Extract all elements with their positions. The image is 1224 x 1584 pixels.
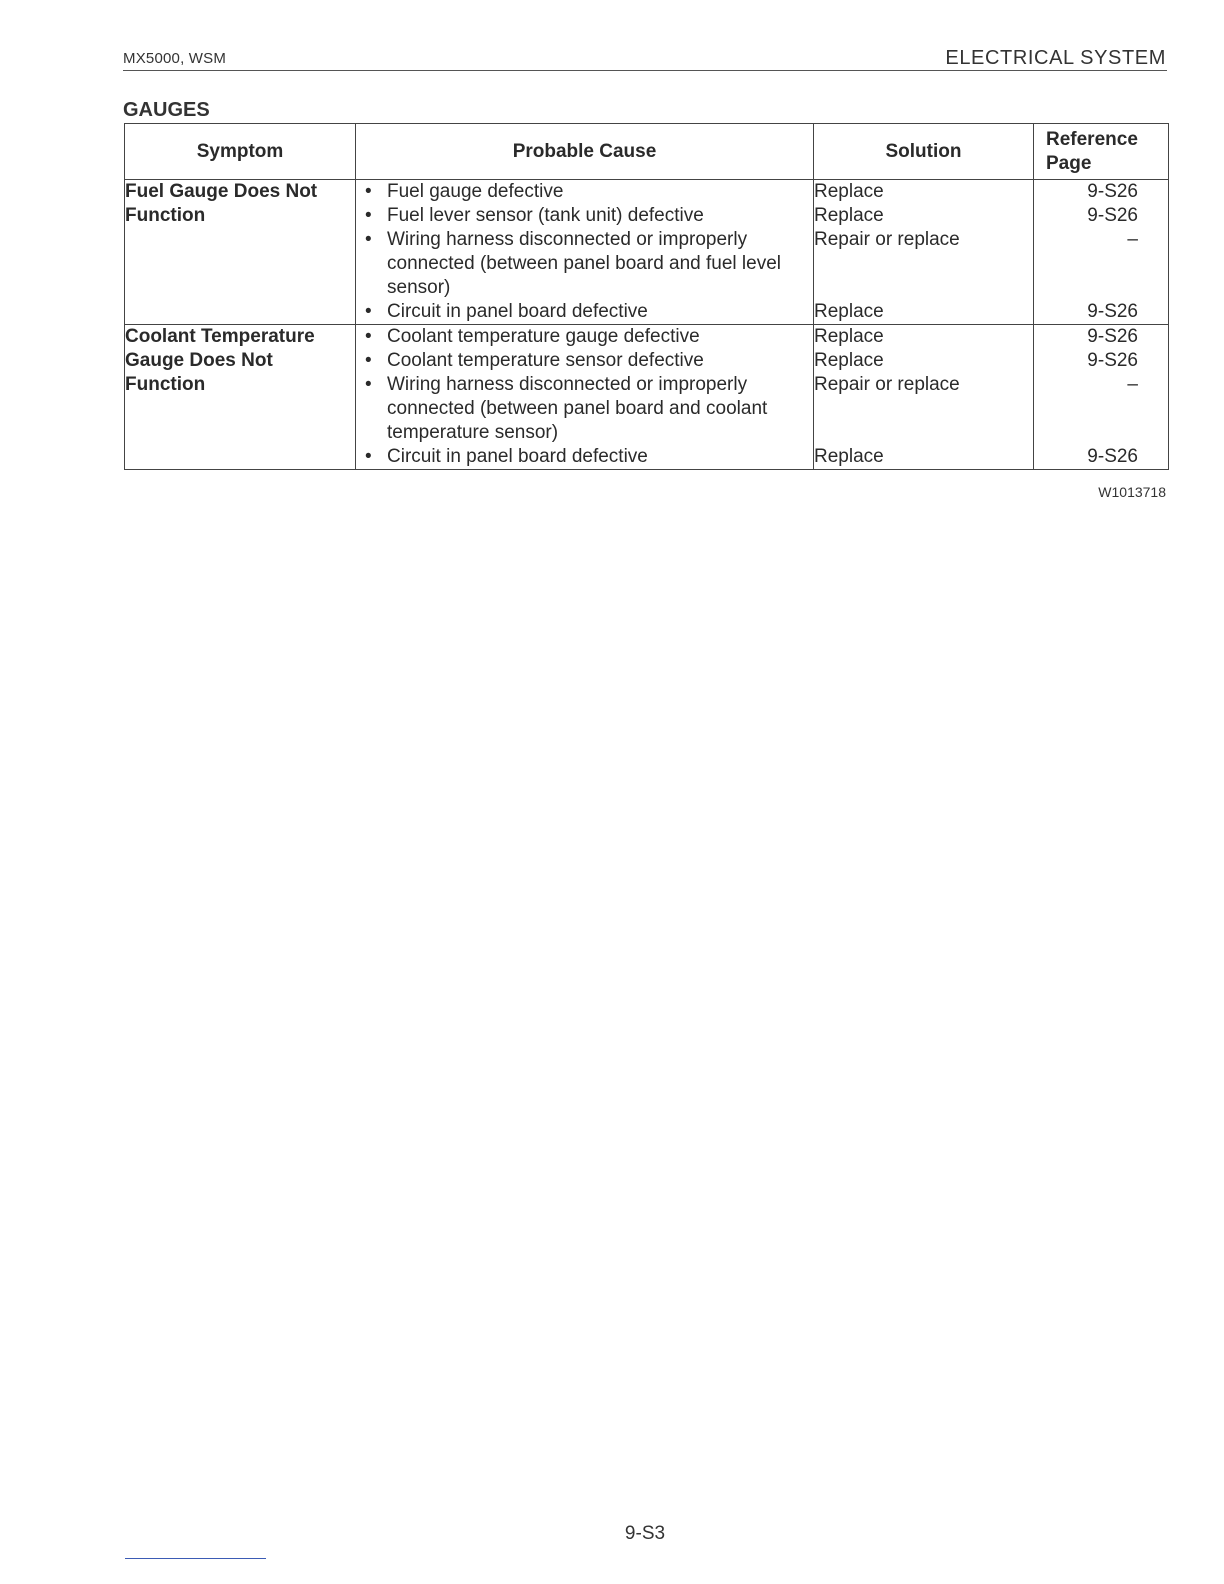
column-header-reference-page <box>1034 124 1169 180</box>
solution-cell <box>814 180 1034 325</box>
reference-page-item: 9-S26 <box>1087 350 1138 371</box>
cause-item: • Coolant temperature gauge defective <box>356 325 813 349</box>
reference-spacer <box>1034 397 1168 445</box>
solution-spacer <box>814 397 1033 445</box>
reference-page-cell <box>1034 325 1169 470</box>
troubleshooting-table <box>124 123 1169 470</box>
header-divider <box>123 70 1167 71</box>
cause-item: • Fuel gauge defective <box>356 180 813 204</box>
table-row <box>125 180 1169 325</box>
reference-page-item: 9-S26 <box>1087 181 1138 202</box>
reference-page-item: 9-S26 <box>1087 301 1138 322</box>
probable-cause-cell <box>356 325 814 470</box>
section-title: GAUGES <box>123 99 210 121</box>
cause-item: • Coolant temperature sensor defective <box>356 349 813 373</box>
reference-page-item: – <box>1127 374 1138 395</box>
chapter-title: ELECTRICAL SYSTEM <box>945 47 1166 69</box>
symptom-cell: Fuel Gauge Does Not Function <box>125 180 356 325</box>
cause-item: • Wiring harness disconnected or improperly connected (between panel board and coolant temperature sensor) <box>356 373 813 445</box>
column-header-probable-cause: Probable Cause <box>356 124 814 180</box>
solution-cell <box>814 325 1034 470</box>
cause-item: • Circuit in panel board defective <box>356 445 813 469</box>
reference-page-label: Reference Page <box>1046 128 1138 174</box>
reference-page-item: – <box>1127 229 1138 250</box>
solution-item: Repair or replace <box>814 374 960 395</box>
solution-item: Replace <box>814 301 884 322</box>
cause-item: • Wiring harness disconnected or improperly connected (between panel board and fuel level sensor) <box>356 228 813 300</box>
solution-item: Replace <box>814 181 884 202</box>
column-header-solution: Solution <box>814 124 1034 180</box>
probable-cause-cell <box>356 180 814 325</box>
cause-item: • Circuit in panel board defective <box>356 300 813 324</box>
page-number: 9-S3 <box>624 1523 666 1544</box>
footer-divider <box>125 1558 266 1559</box>
solution-item: Replace <box>814 205 884 226</box>
document-title: MX5000, WSM <box>123 50 227 67</box>
solution-item: Replace <box>814 446 884 467</box>
cause-item: • Fuel lever sensor (tank unit) defective <box>356 204 813 228</box>
reference-page-item: 9-S26 <box>1087 446 1138 467</box>
reference-page-item: 9-S26 <box>1087 326 1138 347</box>
table-row <box>125 325 1169 470</box>
table-header-row <box>125 124 1169 180</box>
document-code: W1013718 <box>1098 484 1166 500</box>
reference-page-cell <box>1034 180 1169 325</box>
solution-item: Replace <box>814 350 884 371</box>
reference-page-item: 9-S26 <box>1087 205 1138 226</box>
reference-spacer <box>1034 252 1168 300</box>
column-header-symptom: Symptom <box>125 124 356 180</box>
solution-item: Repair or replace <box>814 229 960 250</box>
solution-item: Replace <box>814 326 884 347</box>
solution-spacer <box>814 252 1033 300</box>
symptom-cell: Coolant Temperature Gauge Does Not Function <box>125 325 356 470</box>
